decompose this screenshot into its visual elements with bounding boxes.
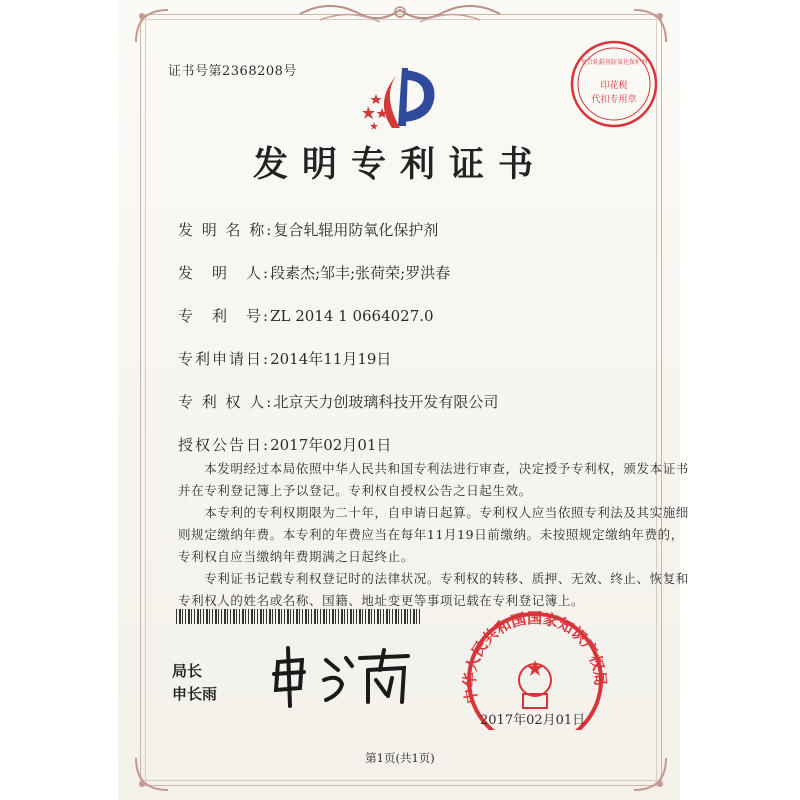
field-value: 2017年02月01日 bbox=[270, 436, 392, 454]
director-name: 申长雨 bbox=[172, 685, 218, 703]
body-line: 专利权人的姓名或名称、国籍、地址变更等事项记载在专利登记簿上。 bbox=[178, 593, 585, 608]
seal-date: 2017年02月01日 bbox=[480, 713, 586, 728]
certificate-title: 发明专利证书 bbox=[252, 144, 547, 185]
director-signature bbox=[268, 640, 418, 710]
svg-text:中华人民共和国国家知识产权局 bbox=[461, 610, 610, 705]
svg-text:复合轧辊用防氧化保护剂: 复合轧辊用防氧化保护剂 bbox=[580, 59, 648, 66]
body-line: 专利权自应当缴纳年费期满之日起终止。 bbox=[178, 549, 414, 564]
body-line: 专利证书记载专利权登记时的法律状况。专利权的转移、质押、无效、终止、恢复和 bbox=[178, 571, 689, 586]
certificate-body-text bbox=[178, 458, 689, 612]
field-label: 发 明 名 称: bbox=[178, 221, 274, 239]
field-value: 段素杰;邹丰;张荷荣;罗洪春 bbox=[270, 264, 451, 282]
field-patent-number bbox=[178, 305, 434, 326]
svg-text:印花税: 印花税 bbox=[600, 81, 628, 91]
field-label: 授权公告日: bbox=[178, 436, 271, 454]
field-value: 2014年11月19日 bbox=[270, 350, 392, 368]
field-label: 发 明 人: bbox=[178, 264, 271, 282]
barcode bbox=[176, 609, 420, 624]
body-line: 本专利的专利权期限为二十年，自申请日起算。专利权人应当依照专利法及其实施细 bbox=[178, 505, 689, 520]
certificate-number: 证书号第2368208号 bbox=[168, 64, 297, 79]
page-footer: 第1页(共1页) bbox=[365, 751, 435, 765]
corner-ornament-tl bbox=[132, 6, 172, 46]
seal-text: 中华人民共和国国家知识产权局 bbox=[460, 610, 610, 705]
field-label: 专 利 权 人: bbox=[178, 393, 274, 411]
field-application-date bbox=[178, 348, 391, 369]
field-value: ZL 2014 1 0664027.0 bbox=[270, 307, 434, 325]
body-line: 则规定缴纳年费。本专利的年费应当在每年11月19日前缴纳。未按照规定缴纳年费的， bbox=[178, 527, 684, 542]
field-invention-name bbox=[178, 219, 438, 240]
director-title: 局长 bbox=[172, 662, 203, 680]
body-line: 并在专利登记簿上予以登记。专利权自授权公告之日起生效。 bbox=[178, 483, 532, 498]
tax-stamp-seal bbox=[566, 36, 662, 132]
svg-text:代扣专用章: 代扣专用章 bbox=[591, 95, 637, 105]
field-inventors bbox=[178, 262, 450, 283]
patent-office-logo bbox=[362, 62, 440, 136]
field-grant-date bbox=[178, 434, 391, 455]
field-label: 专 利 号: bbox=[178, 307, 271, 325]
field-value: 北京天力创玻璃科技开发有限公司 bbox=[273, 393, 499, 411]
field-value: 复合轧辊用防氧化保护剂 bbox=[273, 221, 439, 239]
body-line: 本发明经过本局依照中华人民共和国专利法进行审查，决定授予专利权，颁发本证书 bbox=[178, 461, 689, 476]
field-patentee bbox=[178, 391, 498, 412]
field-label: 专利申请日: bbox=[178, 350, 271, 368]
top-ornament bbox=[290, 0, 510, 32]
